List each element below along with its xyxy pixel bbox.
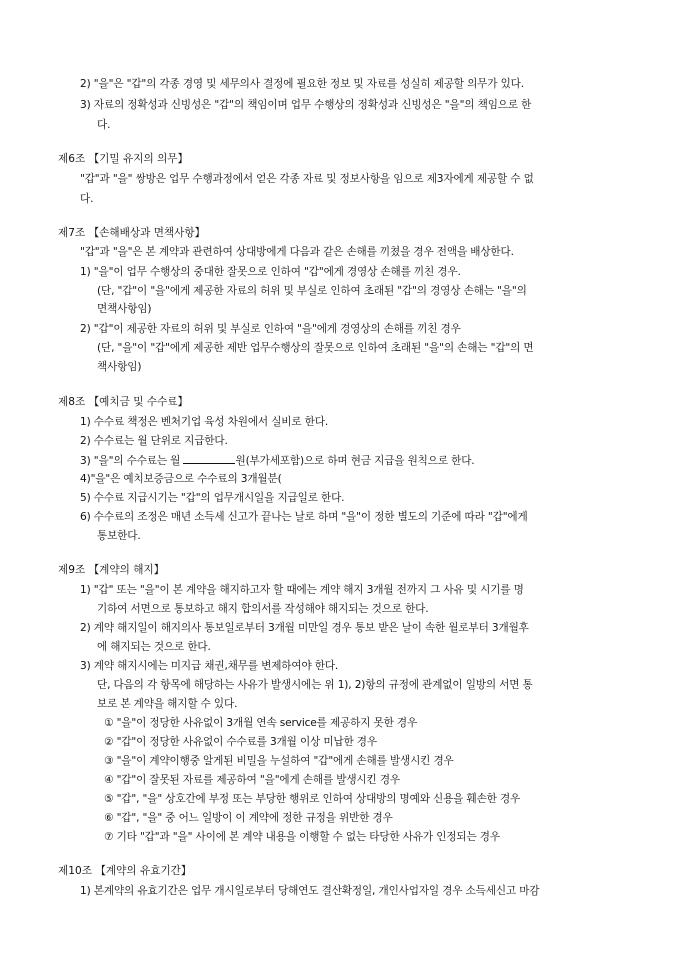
fee-amount-blank	[183, 453, 235, 464]
article-item: 3) 자료의 정확성과 신빙성은 "갑"의 책임이며 업무 수행상의 정확성과 신빙성은 "을"의 책임으로 한	[80, 99, 532, 111]
article-6-body: "갑"과 "을" 쌍방은 업무 수행과정에서 얻은 각종 자료 및 정보사항을 임으로 제3자에게 제공할 수 없	[80, 173, 534, 185]
article-8-heading: 제8조 【예치금 및 수수료】	[58, 396, 189, 408]
article-9-item-1-continuation: 기하여 서면으로 통보하고 해지 합의서를 작성해야 해지되는 것으로 한다.	[97, 603, 429, 615]
article-7-item-1-note-continuation: 면책사항임)	[97, 303, 152, 315]
article-7-item-2-note: (단, "을"이 "갑"에게 제공한 제반 업무수행상의 잘못으로 인하여 초래된 "을"의 손해는 "갑"의 면	[97, 342, 534, 354]
article-9-item-2-continuation: 에 해지되는 것으로 한다.	[97, 641, 211, 653]
article-7-item-2: 2) "갑"이 제공한 자료의 허위 및 부실로 인하여 "을"에게 경영상의 손해를 끼친 경우	[80, 323, 461, 335]
article-8-item-4: 4)"을"은 예치보증금으로 수수료의 3개월분(	[80, 473, 282, 485]
article-9-item-3-note: 단, 다음의 각 항목에 해당하는 사유가 발생시에는 위 1), 2)항의 규정에 관계없이 일방의 서면 통	[97, 679, 533, 691]
article-9-item-1: 1) "갑" 또는 "을"이 본 계약을 해지하고자 할 때에는 계약 해지 3개월 전까지 그 사유 및 시기를 명	[80, 584, 524, 596]
article-7-item-1-note: (단, "갑"이 "을"에게 제공한 자료의 허위 및 부실로 인하여 초래된 "갑"의 경영상 손해는 "을"의	[97, 285, 527, 297]
article-9-subitem: ④ "갑"이 잘못된 자료를 제공하여 "을"에게 손해를 발생시킨 경우	[104, 774, 400, 786]
article-9-subitem: ⑥ "갑", "을" 중 어느 일방이 이 계약에 정한 규정을 위반한 경우	[104, 812, 393, 824]
article-9-subitem: ② "갑"이 정당한 사유없이 수수료를 3개월 이상 미납한 경우	[104, 736, 377, 748]
article-9-item-3: 3) 계약 해지시에는 미지급 채권,채무를 변제하여야 한다.	[80, 660, 339, 672]
article-8-item-2: 2) 수수료는 월 단위로 지급한다.	[80, 435, 228, 447]
article-9-heading: 제9조 【계약의 해지】	[58, 564, 165, 576]
article-9-subitem: ⑦ 기타 "갑"과 "을" 사이에 본 계약 내용을 이행할 수 없는 타당한 사유가 인정되는 경우	[104, 831, 500, 843]
article-9-item-3-note-continuation: 보로 본 계약을 해지할 수 있다.	[97, 698, 238, 710]
article-8-item-3-text: 3) "을"의 수수료는 월	[80, 455, 184, 467]
article-6-heading: 제6조 【기밀 유지의 의무】	[58, 153, 189, 165]
article-9-subitem: ③ "을"이 계약이행중 알게된 비밀을 누설하여 "갑"에게 손해를 발생시킨 경우	[104, 755, 454, 767]
article-8-item-3	[80, 453, 475, 468]
article-10-heading: 제10조 【계약의 유효기간】	[58, 865, 192, 877]
article-item-continuation: 다.	[97, 119, 111, 131]
article-item: 2) "을"은 "갑"의 각종 경영 및 세무의사 결정에 필요한 정보 및 자료를 성실히 제공할 의무가 있다.	[80, 78, 524, 90]
article-7-item-1: 1) "을"이 업무 수행상의 중대한 잘못으로 인하여 "갑"에게 경영상 손해를 끼친 경우.	[80, 266, 461, 278]
article-7-item-2-note-continuation: 책사항임)	[97, 361, 142, 373]
article-7-intro: "갑"과 "을"은 본 계약과 관련하여 상대방에게 다음과 같은 손해를 끼쳤을 경우 전액을 배상한다.	[80, 246, 514, 258]
article-9-subitem: ① "을"이 정당한 사유없이 3개월 연속 service를 제공하지 못한 경우	[104, 717, 418, 729]
article-8-item-5: 5) 수수료 지급시기는 "갑"의 업무개시일을 지급일로 한다.	[80, 492, 345, 504]
article-8-item-3-text-end: 원(부가세포함)으로 하며 현금 지급을 원칙으로 한다.	[235, 455, 475, 467]
article-10-item-1: 1) 본계약의 유효기간은 업무 개시일로부터 당해연도 결산확정일, 개인사업자일 경우 소득세신고 마감	[80, 885, 540, 897]
article-8-item-6-continuation: 통보한다.	[97, 530, 141, 542]
article-9-item-2: 2) 계약 해지일이 해지의사 통보일로부터 3개월 미만일 경우 통보 받은 날이 속한 월로부터 3개월후	[80, 622, 529, 634]
article-6-body-continuation: 다.	[80, 193, 94, 205]
article-9-subitem: ⑤ "갑", "을" 상호간에 부정 또는 부당한 행위로 인하여 상대방의 명예와 신용을 훼손한 경우	[104, 793, 521, 805]
article-8-item-1: 1) 수수료 책정은 벤처기업 육성 차원에서 실비로 한다.	[80, 416, 329, 428]
article-7-heading: 제7조 【손해배상과 면책사항】	[58, 227, 206, 239]
article-8-item-6: 6) 수수료의 조정은 매년 소득세 신고가 끝나는 날로 하며 "을"이 정한 별도의 기준에 따라 "갑"에게	[80, 511, 528, 523]
